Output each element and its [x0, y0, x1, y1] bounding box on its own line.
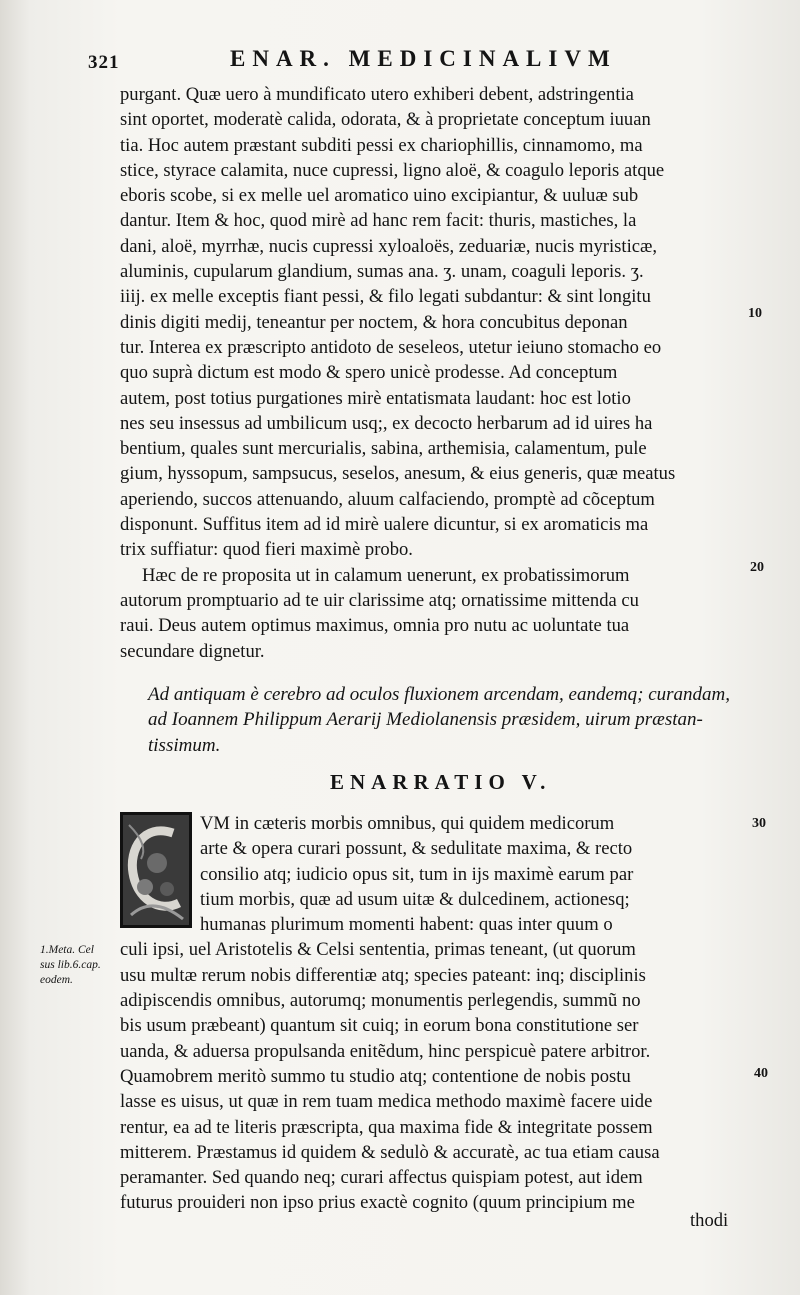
text-line: dantur. Item & hoc, quod mirè ad hanc rem facit: thuris, mastiches, la — [120, 210, 637, 232]
text-line: futurus prouideri non ipso prius exactè cognito (quum principium me — [120, 1192, 635, 1214]
text-line: VM in cæteris morbis omnibus, qui quidem medicorum — [200, 813, 615, 834]
text-line: autem, post totius purgationes mirè entatismata laudant: hoc est lotio — [120, 387, 631, 409]
text-line: gium, hyssopum, sampsucus, seselos, anesum, & eius generis, quæ meatus — [120, 463, 676, 485]
line-number-20: 20 — [750, 560, 764, 575]
text-line: lasse es uisus, ut quæ in rem tuam medica methodo maximè facere uide — [120, 1091, 653, 1113]
page-header — [88, 46, 748, 80]
margin-note-line: 1.Meta. Cel — [40, 944, 94, 956]
text-line: trix suffiatur: quod fieri maximè probo. — [120, 539, 413, 561]
text-line: sint oportet, moderatè calida, odorata, & à proprietate conceptum iuuan — [120, 109, 651, 131]
text-line: rentur, ea ad te literis præscripta, qua maxima fide & integritate possem — [120, 1116, 653, 1138]
text-line: autorum promptuario ad te uir clarissime atq; ornatissime mittenda cu — [120, 589, 639, 611]
text-line: usu multæ rerum nobis differentiæ atq; species pateant: inq; disciplinis — [120, 964, 646, 986]
text-line: tur. Interea ex præscripto antidoto de seseleos, utetur ieiuno stomacho eo — [120, 336, 662, 358]
text-line: bentium, quales sunt mercurialis, sabina, arthemisia, calamentum, pule — [120, 438, 647, 460]
text-line: nes seu insessus ad umbilicum usq;, ex decocto herbarum ad id uires ha — [120, 412, 653, 434]
text-line: humanas plurimum momenti habent: quas inter quum o — [200, 914, 613, 936]
bleed-through-left — [88, 130, 118, 190]
text-line: arte & opera curari possunt, & sedulitate maxima, & recto — [200, 838, 633, 860]
text-line: disponunt. Suffitus item ad id mirè ualere dicuntur, si ex aromaticis ma — [120, 514, 649, 536]
text-line: stice, styrace calamita, nuce cupressi, ligno aloë, & coagulo leporis atque — [120, 159, 665, 181]
text-line: aluminis, cupularum glandium, sumas ana. ʒ. unam, coaguli leporis. ʒ. — [120, 261, 644, 283]
running-head: ENAR. MEDICINALIVM — [230, 46, 617, 71]
text-line: dani, aloë, myrrhæ, nucis cupressi xyloaloës, zeduariæ, nucis myristicæ, — [120, 235, 658, 257]
text-line: Hæc de re proposita ut in calamum uenerunt, ex probatissimorum — [142, 564, 630, 586]
dedication-line: tissimum. — [148, 734, 221, 756]
margin-note-line: eodem. — [40, 974, 73, 986]
margin-note-line: sus lib.6.cap. — [40, 959, 101, 971]
text-line: raui. Deus autem optimus maximus, omnia pro nutu ac uoluntate tua — [120, 615, 630, 637]
text-line: secundare dignetur. — [120, 640, 265, 662]
text-line: iiij. ex melle exceptis fiant pessi, & filo legati subdantur: & sint longitu — [120, 286, 651, 308]
text-line: consilio atq; iudicio opus sit, tum in ijs maximè earum par — [200, 863, 634, 885]
text-line: purgant. Quæ uero à mundificato utero exhiberi debent, adstringentia — [120, 84, 634, 105]
section-title: ENARRATIO V. — [330, 770, 552, 794]
text-line: aperiendo, succos attenuando, aluum calfaciendo, promptè ad cõceptum — [120, 488, 655, 510]
text-line: uanda, & aduersa propulsanda enitẽdum, hinc perspicuè patere arbitror. — [120, 1040, 651, 1062]
line-number-10: 10 — [748, 306, 762, 321]
main-text — [120, 82, 740, 664]
dedication-heading — [120, 682, 740, 758]
text-line: tium morbis, quæ ad usum uitæ & dulcedinem, actionesq; — [200, 888, 630, 910]
catchword: thodi — [690, 1210, 729, 1231]
text-line: bis usum præbeant) quantum sit cuiq; in eorum bona constitutione ser — [120, 1015, 639, 1037]
text-line: mitterem. Præstamus id quidem & sedulò & accuratè, ac tua etiam causa — [120, 1141, 660, 1163]
text-line: culi ipsi, uel Aristotelis & Celsi sententia, primas teneant, (ut quorum — [120, 939, 636, 961]
line-number-40: 40 — [754, 1066, 768, 1081]
text-line: adipiscendis omnibus, autorumq; monumentis perlegendis, summũ no — [120, 990, 641, 1012]
line-number-30: 30 — [752, 816, 766, 831]
dedication-line: ad Ioannem Philippum Aerarij Mediolanensis præsidem, uirum præstan- — [148, 709, 703, 731]
enarratio-text — [120, 811, 740, 1216]
text-line: peramanter. Sed quando neq; curari affectus quispiam potest, aut idem — [120, 1167, 643, 1189]
text-line: eboris scobe, si ex melle uel aromatico uino excipiantur, & uuluæ sub — [120, 185, 639, 207]
folio-number: 321 — [88, 52, 120, 73]
text-line: Quamobrem meritò summo tu studio atq; contentione de nobis postu — [120, 1065, 631, 1087]
text-line: quo suprà dictum est modo & spero unicè prodesse. Ad conceptum — [120, 362, 618, 384]
text-line: tia. Hoc autem præstant subditi pessi ex chariophillis, cinnamomo, ma — [120, 134, 643, 156]
text-line: dinis digiti medij, teneantur per noctem, & hora concubitus deponan — [120, 311, 628, 333]
margin-note — [40, 943, 120, 988]
dedication-line: Ad antiquam è cerebro ad oculos fluxionem arcendam, eandemq; curandam, — [148, 684, 731, 705]
